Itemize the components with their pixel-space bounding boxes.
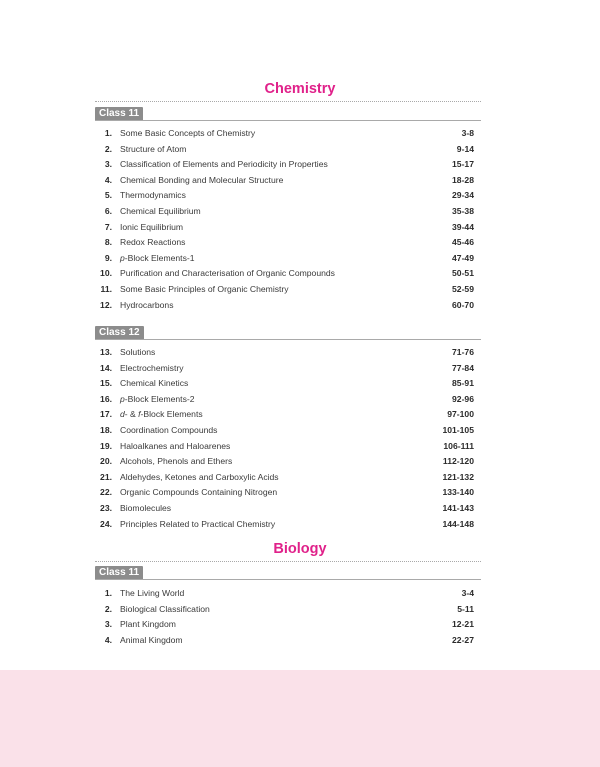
- list-item[interactable]: [95, 298, 481, 314]
- chapter-pages: 60-70: [452, 299, 474, 310]
- chapter-pages: 52-59: [452, 283, 474, 294]
- chapter-title: Plant Kingdom: [120, 619, 176, 630]
- class-badge: Class 11: [95, 107, 143, 121]
- chapter-number: 5.: [104, 190, 112, 201]
- class-underline: [95, 579, 481, 580]
- list-item[interactable]: [95, 586, 481, 602]
- chapter-title: The Living World: [120, 588, 185, 598]
- chapter-number: 22.: [100, 487, 112, 498]
- chapter-title: p-Block Elements-1: [120, 252, 195, 263]
- chapter-title: Thermodynamics: [120, 190, 186, 201]
- chapter-pages: 121-132: [442, 471, 474, 482]
- class-underline: [95, 339, 481, 340]
- chapter-title: Haloalkanes and Haloarenes: [120, 440, 231, 451]
- chapter-title: Classification of Elements and Periodicity in Properties: [120, 159, 328, 170]
- chapter-number: 16.: [100, 393, 112, 404]
- list-item[interactable]: [95, 470, 481, 486]
- chapter-list: [95, 586, 481, 648]
- class-badge: Class 11: [95, 566, 143, 580]
- list-item[interactable]: [95, 423, 481, 439]
- chapter-number: 7.: [104, 221, 112, 232]
- list-item[interactable]: [95, 220, 481, 236]
- chapter-list: [95, 345, 481, 532]
- chapter-number: 2.: [104, 603, 112, 614]
- chapter-pages: 133-140: [442, 487, 474, 498]
- list-item[interactable]: [95, 407, 481, 423]
- chapter-pages: 3-4: [461, 588, 474, 598]
- list-item[interactable]: [95, 188, 481, 204]
- chapter-pages: 5-11: [457, 603, 474, 614]
- chapter-title: p-Block Elements-2: [120, 393, 195, 404]
- chapter-number: 2.: [104, 143, 112, 154]
- chapter-title: Biological Classification: [120, 603, 210, 614]
- list-item[interactable]: [95, 204, 481, 220]
- chapter-pages: 92-96: [452, 393, 474, 404]
- chapter-number: 24.: [100, 518, 112, 529]
- chapter-title: Chemical Bonding and Molecular Structure: [120, 174, 284, 185]
- chapter-title: Alcohols, Phenols and Ethers: [120, 456, 233, 467]
- subject-title-chemistry: Chemistry: [264, 81, 336, 97]
- list-item[interactable]: [95, 517, 481, 533]
- chapter-pages: 50-51: [452, 268, 474, 279]
- chapter-number: 17.: [100, 409, 112, 420]
- chapter-number: 3.: [104, 619, 112, 630]
- chapter-pages: 141-143: [442, 502, 474, 513]
- chapter-pages: 12-21: [452, 619, 474, 630]
- chapter-title: d- & f-Block Elements: [120, 409, 203, 420]
- list-item[interactable]: [95, 126, 481, 142]
- chapter-title: Purification and Characterisation of Organic Compounds: [120, 268, 335, 279]
- chapter-number: 11.: [100, 283, 112, 294]
- list-item[interactable]: [95, 633, 481, 649]
- chapter-number: 4.: [104, 634, 112, 645]
- chapter-title: Principles Related to Practical Chemistry: [120, 518, 276, 529]
- list-item[interactable]: [95, 235, 481, 251]
- class-underline: [95, 120, 481, 121]
- chapter-pages: 22-27: [452, 634, 474, 645]
- chapter-number: 12.: [100, 299, 112, 310]
- chapter-pages: 85-91: [452, 378, 474, 389]
- chapter-pages: 77-84: [452, 362, 474, 373]
- list-item[interactable]: [95, 439, 481, 455]
- chapter-title: Ionic Equilibrium: [120, 221, 184, 232]
- chapter-number: 6.: [104, 205, 112, 216]
- list-item[interactable]: [95, 617, 481, 633]
- chapter-pages: 39-44: [452, 221, 474, 232]
- chapter-pages: 3-8: [461, 128, 474, 138]
- chapter-pages: 97-100: [447, 409, 474, 420]
- chapter-pages: 29-34: [452, 190, 474, 201]
- chapter-number: 1.: [104, 588, 112, 598]
- chapter-pages: 35-38: [452, 205, 474, 216]
- footer-band: [0, 670, 600, 767]
- chapter-number: 13.: [100, 347, 112, 357]
- chapter-title: Redox Reactions: [120, 237, 186, 248]
- list-item[interactable]: [95, 142, 481, 158]
- chapter-list: [95, 126, 481, 313]
- list-item[interactable]: [95, 361, 481, 377]
- list-item[interactable]: [95, 454, 481, 470]
- chapter-number: 10.: [100, 268, 112, 279]
- chapter-title: Chemical Equilibrium: [120, 205, 201, 216]
- chapter-pages: 71-76: [452, 347, 474, 357]
- chapter-title: Some Basic Principles of Organic Chemistry: [120, 283, 289, 294]
- list-item[interactable]: [95, 157, 481, 173]
- list-item[interactable]: [95, 345, 481, 361]
- chapter-title: Animal Kingdom: [120, 634, 183, 645]
- chapter-pages: 47-49: [452, 252, 474, 263]
- chapter-number: 18.: [100, 424, 112, 435]
- chapter-number: 9.: [104, 252, 112, 263]
- chapter-pages: 101-105: [442, 424, 474, 435]
- list-item[interactable]: [95, 485, 481, 501]
- chapter-number: 21.: [100, 471, 112, 482]
- chapter-number: 19.: [100, 440, 112, 451]
- chapter-title: Organic Compounds Containing Nitrogen: [120, 487, 278, 498]
- list-item[interactable]: [95, 392, 481, 408]
- chapter-number: 14.: [100, 362, 112, 373]
- chapter-title: Biomolecules: [120, 502, 172, 513]
- chapter-pages: 112-120: [442, 456, 474, 467]
- subject-title-biology: Biology: [273, 541, 327, 557]
- list-item[interactable]: [95, 376, 481, 392]
- list-item[interactable]: [95, 282, 481, 298]
- chapter-number: 23.: [100, 502, 112, 513]
- class-badge: Class 12: [95, 326, 144, 340]
- list-item[interactable]: [95, 251, 481, 267]
- chapter-title: Some Basic Concepts of Chemistry: [120, 128, 256, 138]
- chapter-title: Aldehydes, Ketones and Carboxylic Acids: [120, 471, 279, 482]
- chapter-pages: 106-111: [443, 440, 474, 451]
- chapter-title: Structure of Atom: [120, 143, 187, 154]
- chapter-pages: 9-14: [456, 143, 474, 154]
- list-item[interactable]: [95, 602, 481, 618]
- chapter-title: Solutions: [120, 347, 156, 357]
- chapter-pages: 18-28: [452, 174, 474, 185]
- list-item[interactable]: [95, 266, 481, 282]
- list-item[interactable]: [95, 173, 481, 189]
- list-item[interactable]: [95, 501, 481, 517]
- chapter-number: 20.: [100, 456, 112, 467]
- chapter-number: 3.: [104, 159, 112, 170]
- chapter-number: 8.: [104, 237, 112, 248]
- dotted-divider: [95, 561, 481, 562]
- dotted-divider: [95, 101, 481, 102]
- chapter-number: 4.: [104, 174, 112, 185]
- chapter-title: Coordination Compounds: [120, 424, 218, 435]
- chapter-pages: 15-17: [452, 159, 474, 170]
- chapter-title: Electrochemistry: [120, 362, 184, 373]
- chapter-pages: 144-148: [442, 518, 474, 529]
- chapter-number: 1.: [104, 128, 112, 138]
- chapter-pages: 45-46: [452, 237, 474, 248]
- chapter-title: Chemical Kinetics: [120, 378, 189, 389]
- chapter-number: 15.: [100, 378, 112, 389]
- chapter-title: Hydrocarbons: [120, 299, 174, 310]
